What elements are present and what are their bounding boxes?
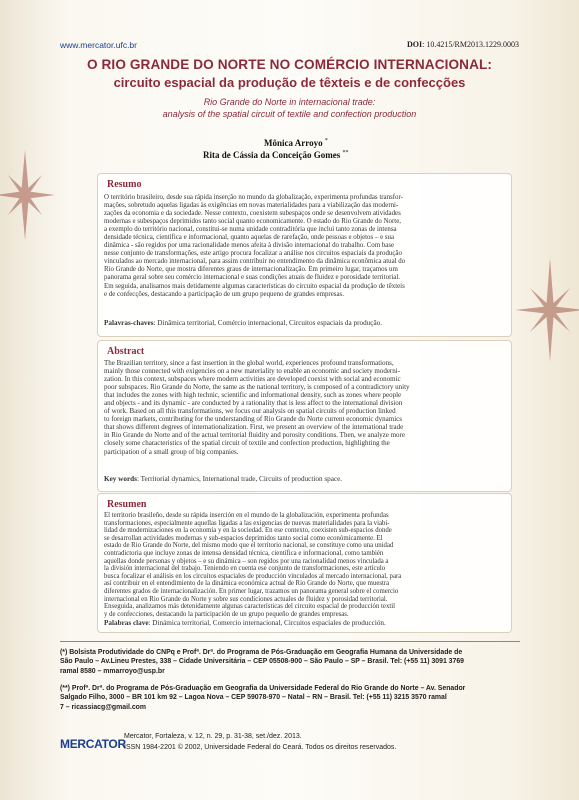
author-2-mark: **: [342, 150, 349, 156]
text-line: nesse conjunto de transformações, este artigo procura focalizar a análise nos circuitos espaciais da produção: [104, 250, 402, 258]
footnote-1: [60, 648, 520, 676]
text-line: contradictoria que incluye zonas de intensa densidad técnica, científica e informacional, como también: [104, 549, 384, 557]
header-bar: [60, 40, 519, 52]
text-line: aquellas donde personas y objetos – e su dinámica – son regidos por una racionalidad menos vinculada a: [104, 557, 389, 565]
text-line: lidad de modernizaciones en la economía y en la sociedad. En ese contexto, coexisten sub-espacios donde: [104, 527, 392, 535]
text-line: e de confecções, destacando a participação de um grupo pequeno de grandes empresas.: [104, 290, 344, 298]
text-line: dinâmica - são regidos por uma racionalidade menos afeita à divisão internacional do trabalho. Com base: [104, 242, 395, 250]
footnote-text: 7 – ricassiacg@gmail.com: [60, 703, 147, 711]
article-title: O RIO GRANDE DO NORTE NO COMÉRCIO INTERNACIONAL:: [86, 57, 493, 72]
text-line: así contribuir en el entendimiento de la dinámica económica actual de Rio Grande do Norte, que muestra: [104, 580, 390, 588]
abstract-body: [104, 359, 504, 456]
text-line: busca focalizar el análisis en los circuitos espaciales de producción vinculados al mercado internacional, para: [104, 572, 402, 580]
text-line: of work. Based on all this transformations, we focus our analysis on spatial circuits of production linked: [104, 407, 396, 416]
footnote-line: [60, 648, 520, 657]
footnote-line: [60, 667, 520, 676]
doi-value: : 10.4215/RM2013.1229.0003: [422, 40, 519, 49]
article-subtitle: circuito espacial da produção de têxteis e de confecções: [113, 75, 466, 90]
footnote-divider: [60, 641, 520, 642]
resumen-section: [97, 493, 512, 633]
keywords-text: : Dinâmica territorial, Comércio internacional, Circuitos espaciais da produção.: [153, 319, 383, 327]
mercator-logo: [60, 737, 126, 751]
text-line: diferentes grados de internacionalización. En primer lugar, trazamos un panorama general sobre el comercio: [104, 587, 399, 595]
footnote-line: [60, 684, 520, 693]
doi-text[interactable]: [407, 40, 519, 49]
text-line: la división internacional del trabajo. Teniendo en cuenta ese conjunto de transformaciones, este artículo: [104, 565, 386, 573]
footnote-2: [60, 684, 520, 712]
resumo-keywords: [104, 319, 504, 327]
author-1-name: Mônica Arroyo: [264, 138, 323, 148]
english-title: Rio Grande do Norte in internacional trade:: [203, 97, 376, 107]
text-line: transformaciones, especialmente aquellas ligadas a las exigencias de nuevas materialidades para la viabi-: [104, 519, 390, 527]
resumen-keywords: [104, 619, 504, 627]
text-line: closely some characteristics of the spatial circuit of textile and confection production, highlighting the: [104, 439, 390, 448]
footnote-line: [60, 657, 520, 666]
text-line: mações, sobretudo aquelas ligadas às exigências em novas materialidades para a viabilização das moderni-: [104, 202, 399, 210]
footnote-line: [60, 703, 520, 712]
text-line: panorama geral sobre seu comércio internacional e suas condições atuais de fluidez e porosidade territorial.: [104, 274, 400, 282]
text-line: Rio Grande do Norte, que mostra diferentes graus de internacionalização. Em primeiro lugar, traçamos um: [104, 266, 398, 274]
text-line: densidade técnica, científica e informacional, quanto aquelas de rarefação, onde pessoas e objetos – e sua: [104, 234, 395, 242]
doi-label: DOI: [406, 40, 423, 49]
text-line: that shows different degrees of internationalization. First, we present an overview of the international trade: [104, 423, 404, 432]
author-1: [264, 138, 464, 148]
text-line: El territorio brasileño, desde su rápida inserción en el mundo de la globalización, experimenta profundas: [104, 512, 389, 519]
footnote-text: Bolsista Produtividade do CNPq e Profª. Drª. do Programa de Pós-Graduação em Geografia Humana da Universidade de: [69, 649, 463, 656]
text-line: modernas e subespaços deprimidos tanto social quanto economicamente. O estado do Rio Grande do Norte,: [104, 218, 401, 226]
keywords-text: : Dinámica territorial, Comercio internacional, Circuitos espaciales de producción.: [148, 619, 386, 627]
text-line: O território brasileiro, desde sua rápida inserção no mundo da globalização, experimenta profundas transfor-: [104, 194, 403, 201]
text-line: Em seguida, analisamos mais detidamente algumas características do circuito espacial da produção de têxteis: [104, 282, 405, 290]
keywords-label: Key words: [104, 475, 137, 483]
resumo-body: [104, 194, 504, 299]
abstract-keywords: [104, 475, 504, 483]
resumen-heading: Resumen: [107, 499, 147, 510]
text-line: se desarrollan actividades modernas y sub-espacios deprimidos tanto social como económicamente. El: [104, 534, 383, 542]
text-line: estado de Rio Grande do Norte, del mismo modo que el territorio nacional, se constituye como una unidad: [104, 542, 394, 550]
journal-url-link[interactable]: www.mercator.ufc.br: [60, 40, 137, 50]
footnote-text: Profª. Drª. do Programa de Pós-Graduação em Geografia da Universidade Federal do Rio Grande do Norte – Av. Senador: [71, 685, 466, 692]
text-line: zações da economia e da sociedade. Nesse contexto, coexistem subespaços onde se desenvolvem atividades: [104, 210, 401, 218]
english-subtitle: analysis of the spatial circuit of textile and confection production: [162, 109, 417, 119]
citation-line: Mercator, Fortaleza, v. 12, n. 29, p. 31-38, set./dez. 2013.: [124, 733, 302, 740]
resumo-section: [97, 173, 512, 337]
compass-rose-left-decoration: [0, 140, 70, 250]
text-line: and objects - and its dynamic - are conducted by a rationality that is less affect to the international division: [104, 399, 403, 408]
keywords-label: Palavras-chaves: [104, 319, 154, 327]
resumo-heading: Resumo: [107, 179, 142, 190]
issn-copyright-line: ISSN 1984-2201 © 2002, Universidade Federal do Ceará. Todos os direitos reservados.: [124, 744, 397, 751]
abstract-section: [97, 340, 512, 492]
resumen-body: [104, 512, 504, 618]
footnote-text: São Paulo – Av.Lineu Prestes, 338 – Cidade Universitária – CEP 05508-900 – São Paulo – SP – Brasil. Tel: (+55 11) 3091 3769: [60, 658, 465, 666]
text-line: a exemplo do território nacional, constitui-se numa unidade contraditória que inclui tanto zonas de intensa: [104, 226, 397, 234]
footnote-mark: (**): [60, 685, 70, 692]
text-line: in Rio Grande do Norte and of the actual territorial fluidity and porosity conditions. Then, we analyze more: [104, 431, 405, 440]
compass-rose-right-decoration: [510, 250, 579, 370]
logo-text: MERCATOR: [60, 737, 126, 751]
keywords-label: Palabras clave: [104, 619, 149, 627]
text-line: The Brazilian territory, since a fast insertion in the global world, experiences profound transformations,: [104, 359, 394, 367]
text-line: participation of a small group of big companies.: [104, 447, 239, 456]
text-line: poor subspaces. Rio Grande do Norte, the same as the national territory, is composed of a contradictory unity: [104, 383, 410, 392]
text-line: Enseguida, analizamos más detenidamente algunas características del circuito espacial de producción textil: [104, 603, 396, 611]
text-line: mainly those connected with exigencies on a new materiality to enable an economic and society moderni-: [104, 367, 401, 376]
footnote-text: Salgado Filho, 3000 – BR 101 km 92 – Lagoa Nova – CEP 59078-970 – Natal – RN – Brasil. Tel: (+55 11) 3215 3570 ramal: [60, 694, 447, 702]
footnote-text: ramal 8580 – mmarroyo@usp.br: [60, 667, 165, 675]
footnote-line: [60, 693, 520, 702]
keywords-text: : Territorial dynamics, International trade, Circuits of production space.: [136, 475, 343, 483]
text-line: to foreign markets, contributing for the understanding of Rio Grande do Norte current economic dynamics: [104, 415, 402, 424]
author-2-name: Rita de Cássia da Conceição Gomes: [203, 150, 341, 160]
footnote-mark: (*): [60, 649, 68, 656]
text-line: y de confecciones, destacando la participación de un grupo pequeño de grandes empresas.: [104, 610, 349, 618]
text-line: vinculados ao mercado internacional, para assim contribuir no entendimento da dinâmica econômica atual do: [104, 258, 406, 266]
author-1-mark: *: [324, 138, 328, 144]
abstract-heading: Abstract: [107, 346, 145, 357]
text-line: that includes the zones with high technic, scientific and informational density, such as zones where people: [104, 391, 402, 400]
author-2: [203, 150, 403, 160]
text-line: internacional en Rio Grande do Norte y sobre sus condiciones actuales de fluidez y porosidad territorial.: [104, 595, 388, 603]
text-line: zation. In this context, subspaces where modern activities are developed coexist with social and economic: [104, 375, 401, 384]
